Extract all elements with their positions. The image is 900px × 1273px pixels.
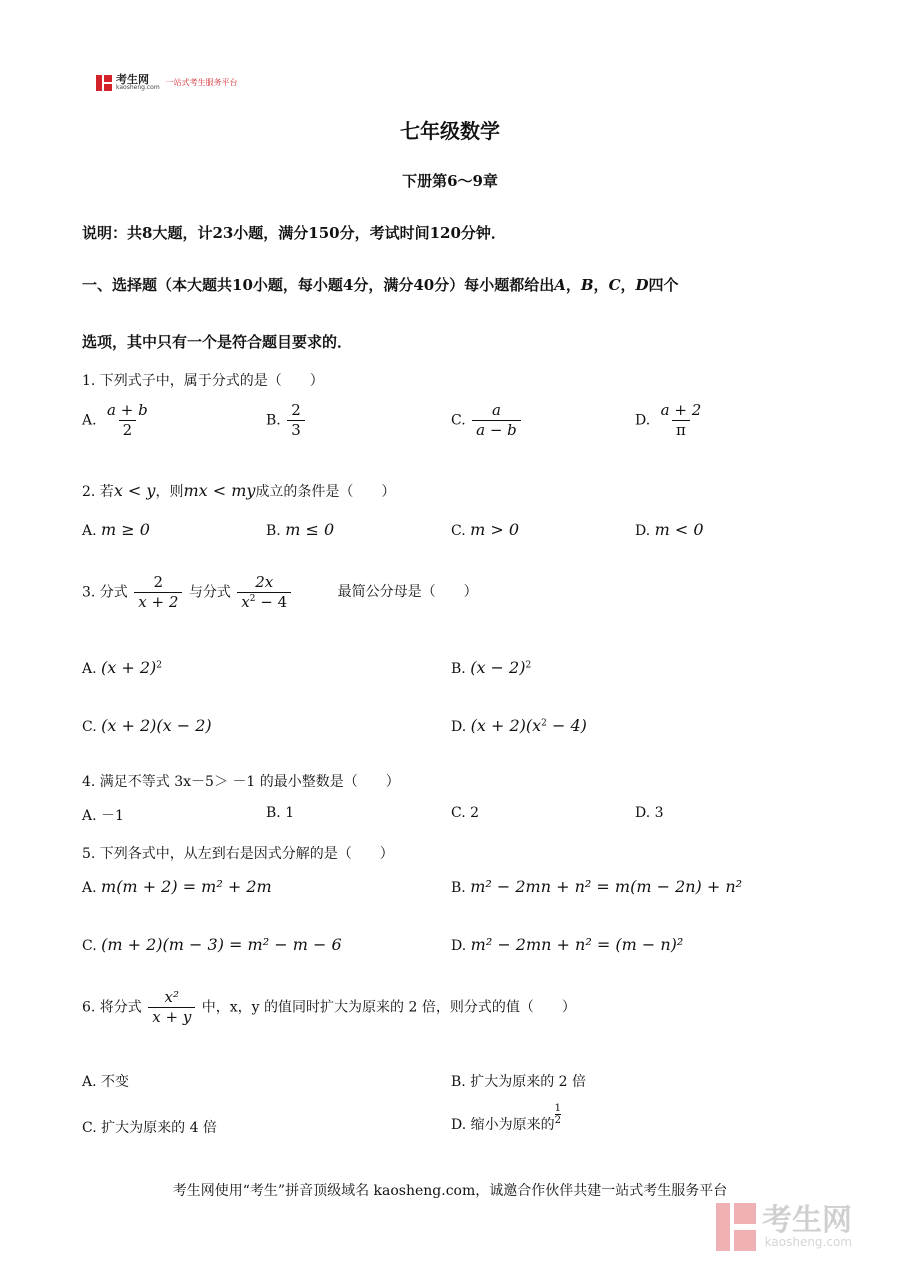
- q4-option-a: [82, 805, 124, 825]
- q6-option-a: [82, 1071, 129, 1091]
- q2-condition-1: x < y: [113, 481, 156, 500]
- option-label: A.: [82, 1074, 97, 1090]
- option-label: B.: [266, 523, 281, 539]
- exponent: 2: [156, 660, 163, 671]
- option-label: B.: [266, 412, 281, 429]
- q5-option-c: [82, 935, 342, 954]
- q2-condition-2: mx < my: [183, 481, 256, 500]
- q1-option-a: [82, 401, 154, 440]
- option-expression: m² − 2mn + n² = (m − n)²: [470, 935, 684, 954]
- option-expression: m > 0: [470, 520, 520, 539]
- section-1-suffix: 四个: [648, 276, 679, 294]
- option-expression: (m + 2)(m − 3) = m² − m − 6: [101, 935, 342, 954]
- q3-option-b: [451, 658, 531, 677]
- q6-option-c: [82, 1117, 217, 1137]
- logo-domain: kaosheng.com: [116, 84, 160, 91]
- q1-option-c: [451, 401, 523, 440]
- option-label: B.: [451, 661, 466, 677]
- q6-prefix: 6. 将分式: [82, 999, 142, 1016]
- exponent: 2: [541, 718, 547, 729]
- q6-suffix: 中，x，y 的值同时扩大为原来的 2 倍，则分式的值（ ）: [201, 999, 576, 1016]
- instructions: 说明：共8大题，计23小题，满分150分，考试时间120分钟．: [82, 224, 506, 242]
- q1-option-b: [266, 401, 307, 440]
- denominator: 2: [119, 420, 137, 440]
- sep: ，: [565, 276, 581, 294]
- denominator: x + y: [148, 1007, 195, 1027]
- den-rest: − 4: [255, 592, 288, 611]
- numerator: x²: [164, 988, 180, 1006]
- fraction: [555, 1103, 561, 1126]
- question-2-stem: [82, 481, 395, 501]
- sep: ，: [620, 276, 636, 294]
- logo-name: 考生网: [116, 73, 149, 86]
- option-text: 不变: [101, 1074, 130, 1090]
- option-text: 缩小为原来的: [470, 1117, 555, 1133]
- numerator: 1: [554, 1103, 562, 1114]
- q5-option-d: [451, 935, 683, 954]
- q3-option-d: [451, 716, 587, 735]
- q6-option-d: [451, 1103, 561, 1134]
- watermark-logo-icon: [716, 1203, 756, 1251]
- option-text: 扩大为原来的 2 倍: [470, 1074, 587, 1090]
- site-logo: [96, 74, 238, 91]
- page-title: 七年级数学: [400, 119, 500, 143]
- numerator: a + 2: [660, 401, 702, 419]
- option-label: D.: [451, 719, 467, 735]
- q2-suffix: 成立的条件是（ ）: [255, 484, 396, 500]
- letter-b: B: [580, 276, 594, 294]
- question-1-stem: 1. 下列式子中，属于分式的是（ ）: [82, 373, 324, 389]
- option-label: C.: [451, 523, 466, 539]
- option-label: A.: [82, 880, 97, 896]
- q4-option-b: [266, 805, 294, 821]
- q2-option-c: [451, 520, 519, 539]
- fraction: [134, 573, 182, 612]
- q2-mid: ，则: [155, 484, 184, 500]
- option-label: D.: [635, 805, 651, 821]
- denominator: 3: [287, 420, 305, 440]
- q4-option-c: [451, 805, 479, 821]
- option-expression: m ≤ 0: [285, 520, 335, 539]
- fraction: [657, 401, 706, 440]
- option-label: C.: [451, 412, 466, 429]
- letter-c: C: [608, 276, 621, 294]
- den-base: x: [241, 592, 250, 611]
- q2-option-b: [266, 520, 334, 539]
- option-text: 3: [654, 805, 664, 821]
- q5-option-a: [82, 877, 272, 896]
- option-label: A.: [82, 808, 97, 824]
- option-text: 扩大为原来的 4 倍: [101, 1120, 217, 1136]
- fraction: [237, 573, 291, 612]
- q1-option-d: [635, 401, 707, 440]
- q3-option-a: [82, 658, 162, 677]
- q5-option-b: [451, 877, 742, 896]
- watermark-name: 考生网: [762, 1203, 852, 1238]
- option-expression-rest: − 4): [546, 716, 587, 735]
- option-label: D.: [635, 412, 651, 429]
- numerator: a: [491, 401, 501, 419]
- sep: ，: [593, 276, 609, 294]
- exponent: 2: [525, 660, 532, 671]
- den-exp: 2: [249, 593, 256, 604]
- numerator: 2x: [255, 573, 274, 591]
- option-label: B.: [451, 1074, 466, 1090]
- q3-prefix: 3. 分式: [82, 584, 128, 601]
- letter-a: A: [554, 276, 566, 294]
- footer-text: 考生网使用“考生”拼音顶级域名 kaosheng.com，诚邀合作伙伴共建一站式考生服务平台: [172, 1183, 728, 1199]
- option-label: A.: [82, 523, 97, 539]
- option-expression: m ≥ 0: [101, 520, 150, 539]
- question-3-stem: [82, 573, 478, 612]
- q2-prefix: 2. 若: [82, 484, 114, 500]
- page-subtitle: 下册第6～9章: [402, 172, 498, 190]
- option-label: D.: [451, 1117, 467, 1133]
- option-label: C.: [82, 1120, 97, 1136]
- option-label: A.: [82, 661, 97, 677]
- q3-option-c: [82, 716, 212, 735]
- option-expression: (x + 2)(x − 2): [101, 716, 212, 735]
- q3-suffix: 最简公分母是（ ）: [337, 584, 478, 601]
- q2-option-d: [635, 520, 704, 539]
- option-text: 1: [285, 805, 295, 821]
- option-label: D.: [451, 938, 467, 954]
- q4-option-d: [635, 805, 664, 821]
- watermark-domain: kaosheng.com: [764, 1235, 852, 1249]
- numerator: a + b: [107, 401, 148, 419]
- numerator: 2: [291, 401, 301, 419]
- denominator: [237, 592, 291, 612]
- option-expression: (x + 2): [101, 658, 157, 677]
- fraction: [287, 401, 305, 440]
- option-text: 2: [470, 805, 480, 821]
- section-1-heading-line1: [82, 274, 679, 295]
- section-1-prefix: 一、选择题（本大题共10小题，每小题4分，满分40分）每小题都给出: [82, 276, 555, 294]
- q2-option-a: [82, 520, 150, 539]
- fraction: [472, 401, 521, 440]
- option-label: C.: [451, 805, 466, 821]
- q3-mid: 与分式: [188, 584, 231, 601]
- denominator: x + 2: [134, 592, 182, 612]
- option-label: D.: [635, 523, 651, 539]
- logo-icon: [96, 75, 112, 91]
- option-expression: m < 0: [654, 520, 704, 539]
- option-expression: (x + 2)(x: [470, 716, 542, 735]
- denominator: π: [672, 420, 690, 440]
- option-text: －1: [101, 808, 124, 824]
- option-label: A.: [82, 412, 97, 429]
- denominator: a − b: [472, 420, 521, 440]
- question-6-stem: [82, 988, 576, 1027]
- numerator: 2: [153, 573, 164, 591]
- letter-d: D: [635, 276, 649, 294]
- question-5-stem: 5. 下列各式中，从左到右是因式分解的是（ ）: [82, 846, 394, 862]
- option-expression: m(m + 2) = m² + 2m: [101, 877, 272, 896]
- logo-slogan: 一站式考生服务平台: [165, 78, 238, 87]
- q6-option-b: [451, 1071, 586, 1091]
- watermark: [716, 1203, 852, 1251]
- option-label: B.: [266, 805, 281, 821]
- fraction: [148, 988, 195, 1027]
- option-label: C.: [82, 719, 97, 735]
- fraction: [103, 401, 152, 440]
- section-1-heading-line2: 选项，其中只有一个是符合题目要求的．: [82, 333, 353, 351]
- option-expression: m² − 2mn + n² = m(m − 2n) + n²: [470, 877, 743, 896]
- denominator: 2: [554, 1115, 562, 1126]
- option-label: B.: [451, 880, 466, 896]
- option-label: C.: [82, 938, 97, 954]
- option-expression: (x − 2): [470, 658, 526, 677]
- question-4-stem: 4. 满足不等式 3x－5＞ －1 的最小整数是（ ）: [82, 774, 400, 790]
